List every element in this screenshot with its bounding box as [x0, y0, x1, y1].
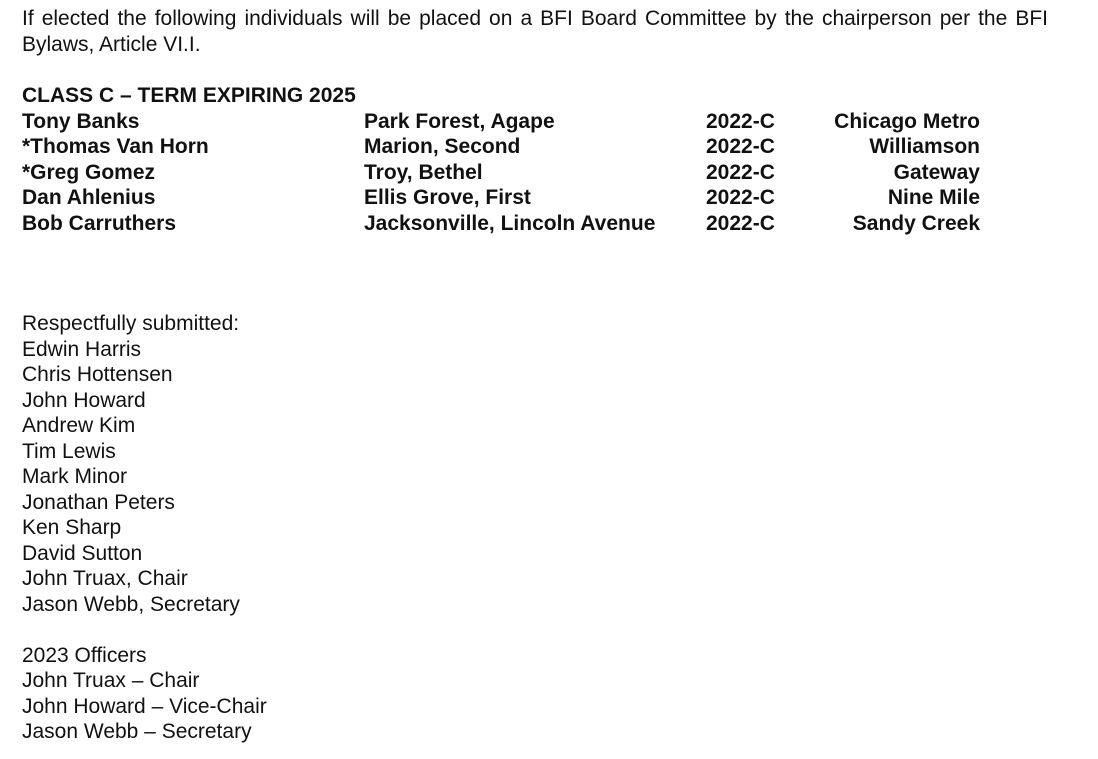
nominee-class: 2022-C: [706, 211, 775, 235]
nominee-church: Marion, Second: [364, 135, 521, 158]
officer-line: Jason Webb – Secretary: [22, 720, 252, 743]
nominee-row: [22, 211, 1082, 237]
nominee-association: Williamson: [869, 135, 980, 158]
officers-label: 2023 Officers: [22, 643, 147, 667]
nominee-class: 2022-C: [706, 186, 775, 209]
committee-member: Andrew Kim: [22, 414, 136, 437]
nominee-church: Ellis Grove, First: [364, 186, 531, 209]
class-c-heading: CLASS C – TERM EXPIRING 2025: [22, 84, 356, 107]
officer-line: John Truax – Chair: [22, 669, 200, 692]
officers-section: [22, 643, 1082, 745]
nominee-name: Dan Ahlenius: [22, 186, 156, 209]
committee-member: Jonathan Peters: [22, 490, 175, 514]
nominee-name: *Thomas Van Horn: [22, 135, 209, 158]
committee-member: Ken Sharp: [22, 516, 122, 539]
intro-paragraph: If elected the following individuals will be placed on a BFI Board Committee by the chairperson per the BFI Bylaws, Article VI.I.: [22, 7, 1048, 56]
nominee-church: Park Forest, Agape: [364, 109, 555, 133]
nominee-class: 2022-C: [706, 160, 775, 184]
nominee-class: 2022-C: [706, 109, 775, 133]
nominee-list: [22, 109, 1082, 237]
nominee-row: [22, 160, 1082, 186]
nominee-name: *Greg Gomez: [22, 160, 156, 184]
nominee-row: [22, 185, 1082, 211]
committee-member: Edwin Harris: [22, 337, 142, 361]
nominee-row: [22, 109, 1082, 135]
committee-member: Chris Hottensen: [22, 363, 173, 386]
submitted-label: Respectfully submitted:: [22, 312, 240, 335]
committee-member: Mark Minor: [22, 465, 128, 488]
committee-member: Tim Lewis: [22, 439, 116, 463]
nominee-association: Nine Mile: [887, 186, 980, 209]
nominee-association: Chicago Metro: [834, 109, 980, 133]
nominee-name: Tony Banks: [22, 109, 140, 133]
nominee-church: Jacksonville, Lincoln Avenue: [364, 211, 656, 235]
nominee-name: Bob Carruthers: [22, 211, 177, 235]
nominee-row: [22, 134, 1082, 160]
committee-member: David Sutton: [22, 541, 143, 565]
committee-member: John Howard: [22, 388, 146, 412]
nominee-association: Gateway: [893, 160, 980, 184]
committee-member: Jason Webb, Secretary: [22, 592, 240, 616]
nominee-class: 2022-C: [706, 135, 775, 158]
committee-member: John Truax, Chair: [22, 567, 188, 590]
nominee-association: Sandy Creek: [852, 211, 980, 235]
document-page: [22, 6, 1082, 745]
submitted-by-section: [22, 311, 1082, 617]
nominee-church: Troy, Bethel: [364, 160, 483, 184]
officer-line: John Howard – Vice-Chair: [22, 694, 267, 718]
